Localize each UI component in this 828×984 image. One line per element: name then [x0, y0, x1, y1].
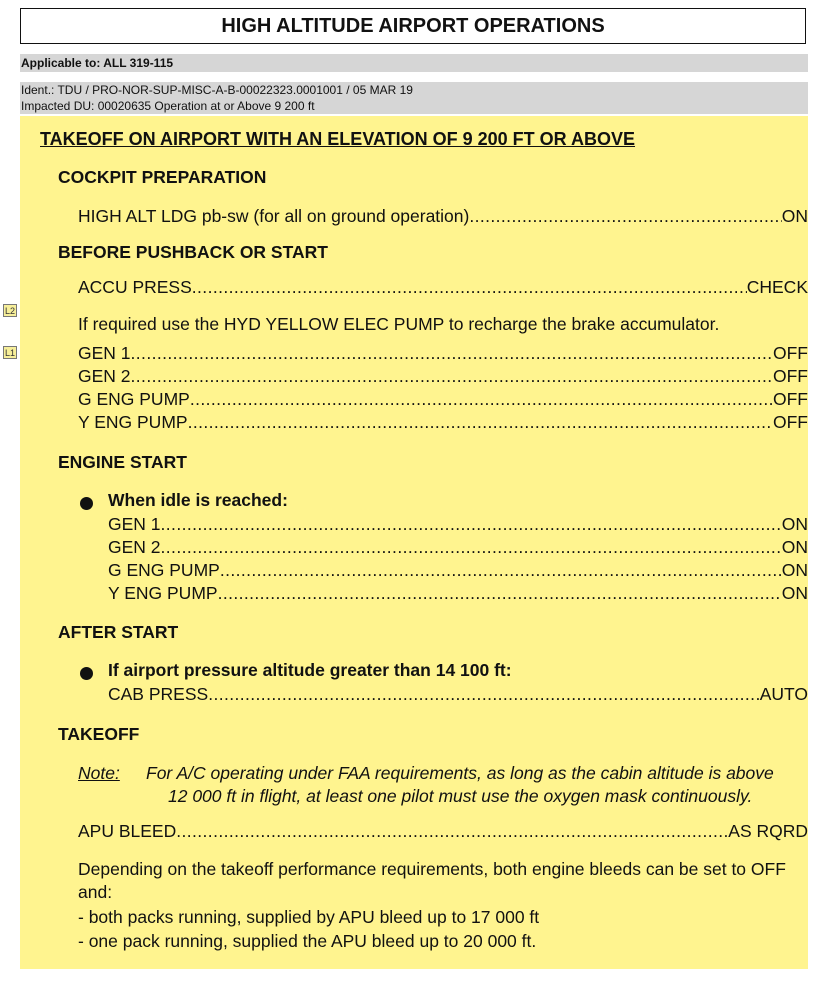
- cockpit-preparation-heading: COCKPIT PREPARATION: [58, 167, 267, 187]
- impacted-du-line: Impacted DU: 00020635 Operation at or Above 9 200 ft: [21, 98, 315, 113]
- leader-dots: [192, 277, 747, 298]
- accumulator-note: If required use the HYD YELLOW ELEC PUMP to recharge the brake accumulator.: [78, 314, 720, 334]
- leader-dots: [131, 366, 773, 387]
- after-start-heading: AFTER START: [58, 622, 179, 642]
- paragraph-line: Depending on the takeoff performance requirements, both engine bleeds can be set to OFF: [78, 859, 786, 879]
- checklist-row: [78, 821, 808, 845]
- item-value: ON: [781, 514, 808, 534]
- checklist-row: [108, 684, 808, 708]
- checklist-row: [78, 277, 808, 301]
- condition-text: When idle is reached:: [108, 490, 288, 510]
- page-title: HIGH ALTITUDE AIRPORT OPERATIONS: [221, 14, 605, 37]
- checklist-row: [78, 412, 808, 436]
- item-value: ON: [781, 560, 808, 580]
- item-label: HIGH ALT LDG pb-sw (for all on ground operation): [78, 206, 470, 226]
- item-label: GEN 1: [78, 343, 131, 363]
- level-badge-l2: L2: [4, 306, 15, 316]
- item-label: G ENG PUMP: [78, 389, 190, 409]
- item-value: OFF: [773, 389, 808, 409]
- leader-dots: [469, 206, 781, 227]
- leader-dots: [161, 537, 782, 558]
- item-label: Y ENG PUMP: [78, 412, 188, 432]
- leader-dots: [190, 389, 773, 410]
- leader-dots: [161, 514, 782, 535]
- checklist-row: [108, 560, 808, 584]
- level-badge-l1: L1: [4, 348, 15, 358]
- leader-dots: [176, 821, 728, 842]
- leader-dots: [218, 583, 782, 604]
- item-label: ACCU PRESS: [78, 277, 192, 297]
- note-text-line: For A/C operating under FAA requirements, as long as the cabin altitude is above: [146, 763, 774, 783]
- item-label: Y ENG PUMP: [108, 583, 218, 603]
- takeoff-heading: TAKEOFF: [58, 724, 140, 744]
- item-value: ON: [781, 537, 808, 557]
- leader-dots: [131, 343, 773, 364]
- bullet-icon: [80, 497, 93, 510]
- item-value: AUTO: [759, 684, 808, 704]
- checklist-row: [78, 389, 808, 413]
- leader-dots: [208, 684, 760, 705]
- item-label: GEN 1: [108, 514, 161, 534]
- leader-dots: [188, 412, 773, 433]
- note-text-line: 12 000 ft in flight, at least one pilot must use the oxygen mask continuously.: [168, 786, 753, 806]
- checklist-row: [108, 537, 808, 561]
- bullet-icon: [80, 667, 93, 680]
- engine-start-heading: ENGINE START: [58, 452, 187, 472]
- checklist-row: [78, 206, 808, 230]
- main-heading: TAKEOFF ON AIRPORT WITH AN ELEVATION OF 9 200 FT OR ABOVE: [40, 129, 636, 149]
- item-value: AS RQRD: [728, 821, 808, 841]
- item-value: OFF: [773, 412, 808, 432]
- paragraph-line: and:: [78, 882, 113, 902]
- applicability-bar: Applicable to: ALL 319-115: [20, 54, 808, 72]
- checklist-row: [108, 514, 808, 538]
- list-item: - one pack running, supplied the APU bleed up to 20 000 ft.: [78, 931, 537, 951]
- item-value: CHECK: [746, 277, 808, 297]
- item-label: CAB PRESS: [108, 684, 209, 704]
- before-pushback-heading: BEFORE PUSHBACK OR START: [58, 242, 328, 262]
- ident-line: Ident.: TDU / PRO-NOR-SUP-MISC-A-B-00022323.0001001 / 05 MAR 19: [21, 83, 413, 97]
- checklist-row: [78, 343, 808, 367]
- checklist-row: [108, 583, 808, 607]
- item-label: GEN 2: [78, 366, 131, 386]
- item-label: GEN 2: [108, 537, 161, 557]
- item-value: OFF: [773, 343, 808, 363]
- item-value: OFF: [773, 366, 808, 386]
- condition-text: If airport pressure altitude greater than 14 100 ft:: [108, 660, 512, 680]
- item-value: ON: [781, 583, 808, 603]
- ident-bar: [20, 82, 808, 114]
- list-item: - both packs running, supplied by APU bleed up to 17 000 ft: [78, 907, 540, 927]
- note-label: Note:: [78, 763, 120, 783]
- leader-dots: [220, 560, 782, 581]
- checklist-row: [78, 366, 808, 390]
- item-label: APU BLEED: [78, 821, 177, 841]
- item-value: ON: [781, 206, 808, 226]
- page-title-box: [20, 8, 806, 44]
- item-label: G ENG PUMP: [108, 560, 220, 580]
